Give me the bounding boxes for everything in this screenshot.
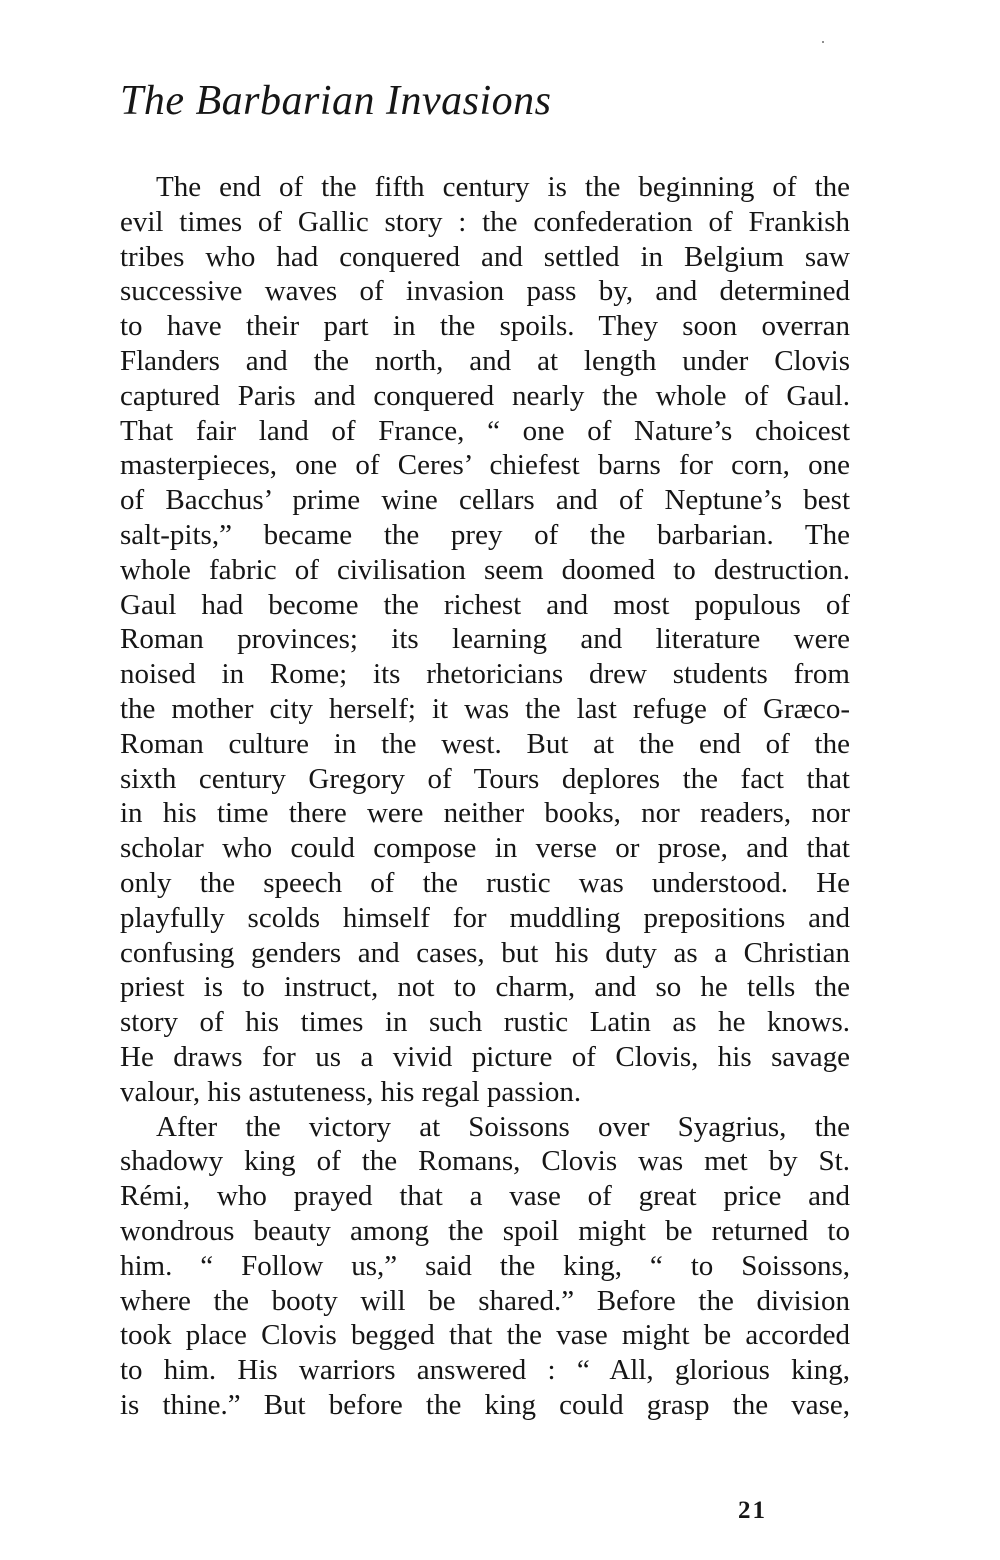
text-line: valour, his astuteness, his regal passion. — [120, 1075, 582, 1108]
body-text — [120, 170, 850, 1423]
text-line: After the victory at Soissons over Syagrius, the — [156, 1110, 850, 1143]
text-line: priest is to instruct, not to charm, and so he tells the — [120, 971, 850, 1004]
text-line: noised in Rome; its rhetoricians drew students from — [120, 658, 850, 691]
text-line: Roman culture in the west. But at the end of the — [120, 727, 850, 760]
text-line: confusing genders and cases, but his duty as a Christian — [120, 936, 850, 969]
text-line: the mother city herself; it was the last refuge of Græco- — [120, 692, 850, 725]
text-line: captured Paris and conquered nearly the whole of Gaul. — [120, 379, 850, 412]
running-head: The Barbarian Invasions — [120, 78, 552, 124]
text-line: Gaul had become the richest and most populous of — [120, 588, 850, 621]
text-line: him. “ Follow us,” said the king, “ to Soissons, — [120, 1249, 850, 1282]
text-line: shadowy king of the Romans, Clovis was met by St. — [120, 1145, 850, 1178]
text-line: in his time there were neither books, nor readers, nor — [120, 797, 850, 830]
text-line: He draws for us a vivid picture of Clovis, his savage — [120, 1040, 850, 1073]
text-line: scholar who could compose in verse or prose, and that — [120, 832, 850, 865]
text-line: to him. His warriors answered : “ All, glorious king, — [120, 1354, 850, 1387]
text-line: whole fabric of civilisation seem doomed to destruction. — [120, 553, 850, 586]
text-line: of Bacchus’ prime wine cellars and of Neptune’s best — [120, 484, 850, 517]
print-speck — [822, 41, 824, 43]
text-line: salt-pits,” became the prey of the barbarian. The — [120, 518, 850, 551]
page-number: 21 — [738, 1497, 767, 1524]
text-line: story of his times in such rustic Latin as he knows. — [120, 1006, 850, 1039]
text-line: to have their part in the spoils. They soon overran — [120, 310, 850, 343]
text-line: playfully scolds himself for muddling prepositions and — [120, 901, 850, 934]
text-line: Roman provinces; its learning and literature were — [120, 623, 850, 656]
text-line: evil times of Gallic story : the confederation of Frankish — [120, 205, 850, 238]
text-line: tribes who had conquered and settled in Belgium saw — [120, 240, 850, 273]
text-line: Flanders and the north, and at length under Clovis — [120, 344, 850, 377]
text-line: wondrous beauty among the spoil might be returned to — [120, 1214, 850, 1247]
text-line: only the speech of the rustic was understood. He — [120, 866, 850, 899]
text-line: is thine.” But before the king could grasp the vase, — [120, 1388, 850, 1421]
text-line: took place Clovis begged that the vase might be accorded — [120, 1319, 850, 1352]
text-line: successive waves of invasion pass by, and determined — [120, 275, 850, 308]
text-line: That fair land of France, “ one of Nature’s choicest — [120, 414, 850, 447]
paragraph-1 — [120, 170, 850, 1110]
paragraph-2 — [120, 1110, 850, 1423]
text-line: sixth century Gregory of Tours deplores the fact that — [120, 762, 850, 795]
text-line: Rémi, who prayed that a vase of great price and — [120, 1180, 850, 1213]
text-line: masterpieces, one of Ceres’ chiefest barns for corn, one — [120, 449, 850, 482]
text-line: where the booty will be shared.” Before the division — [120, 1284, 850, 1317]
text-line: The end of the fifth century is the beginning of the — [156, 171, 850, 203]
